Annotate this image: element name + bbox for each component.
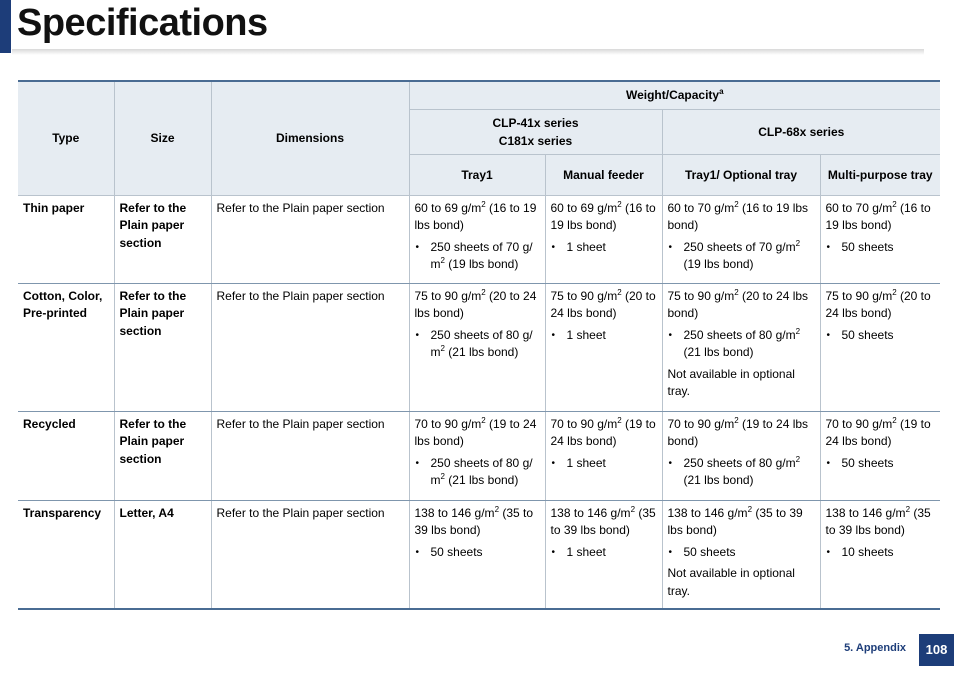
page-number-badge: 108 <box>919 634 954 666</box>
multi-purpose-cell <box>820 411 940 500</box>
capacity-item: • 250 sheets of 80 g/ $m^2$ (21 lbs bond) <box>431 455 540 490</box>
tray1-optional-cell <box>662 411 820 500</box>
header-type: Type <box>18 81 114 195</box>
table-row <box>18 411 940 500</box>
footer-section-label: 5. Appendix <box>844 642 906 654</box>
capacity-item: • 10 sheets <box>842 544 936 562</box>
capacity-item: • 250 sheets of 80 g/ $m^2$ (21 lbs bond) <box>431 327 540 362</box>
capacity-item: • 50 sheets <box>842 239 936 257</box>
table-row <box>18 500 940 609</box>
weight-text: 60 to 69 $g/m^2$ (16 to 19 lbs bond) <box>414 199 537 232</box>
capacity-item: • 1 sheet <box>567 239 657 257</box>
weight-text: 60 to 69 $g/m^2$ (16 to 19 lbs bond) <box>550 199 656 232</box>
size-cell: Refer to the Plain paper section <box>114 411 211 500</box>
type-cell: Thin paper <box>18 195 114 283</box>
header-series-clp68x: CLP-68x series <box>662 109 940 154</box>
capacity-item: • 50 sheets <box>842 327 936 345</box>
capacity-item: • 50 sheets <box>684 544 815 562</box>
size-cell: Letter, A4 <box>114 500 211 609</box>
dimensions-cell: Refer to the Plain paper section <box>211 411 409 500</box>
weight-text: 60 to 70 $g/m^2$ (16 to 19 lbs bond) <box>825 199 931 232</box>
capacity-item: • 1 sheet <box>567 455 657 473</box>
manual-feeder-cell <box>545 500 662 609</box>
manual-feeder-cell <box>545 195 662 283</box>
multi-purpose-cell <box>820 500 940 609</box>
tray1-cell <box>409 411 545 500</box>
weight-text: 138 to 146 $g/m^2$ (35 to 39 lbs bond) <box>550 504 656 537</box>
type-cell: Transparency <box>18 500 114 609</box>
header-dimensions: Dimensions <box>211 81 409 195</box>
weight-text: 70 to 90 $g/m^2$ (19 to 24 lbs bond) <box>825 415 931 448</box>
type-cell: Cotton, Color, Pre-printed <box>18 283 114 411</box>
header-weight-capacity <box>409 81 940 109</box>
title-accent-bar <box>0 0 11 53</box>
capacity-item: • 1 sheet <box>567 327 657 345</box>
weight-text: 75 to 90 $g/m^2$ (20 to 24 lbs bond) <box>550 287 656 320</box>
weight-footnote-marker: a <box>719 87 724 97</box>
weight-text: 138 to 146 $g/m^2$ (35 to 39 lbs bond) <box>667 504 803 537</box>
tray1-cell <box>409 195 545 283</box>
weight-text: 70 to 90 $g/m^2$ (19 to 24 lbs bond) <box>550 415 656 448</box>
table-row <box>18 283 940 411</box>
tray1-optional-cell <box>662 500 820 609</box>
series-c181x-label: C181x series <box>498 133 573 148</box>
header-tray1-optional: Tray1/ Optional tray <box>662 154 820 195</box>
weight-text: 138 to 146 $g/m^2$ (35 to 39 lbs bond) <box>414 504 534 537</box>
weight-text: 75 to 90 $g/m^2$ (20 to 24 lbs bond) <box>667 287 809 320</box>
weight-text: 70 to 90 $g/m^2$ (19 to 24 lbs bond) <box>667 415 809 448</box>
dimensions-cell: Refer to the Plain paper section <box>211 500 409 609</box>
series-clp41x-label: CLP-41x series <box>492 115 579 130</box>
header-manual-feeder: Manual feeder <box>545 154 662 195</box>
size-cell: Refer to the Plain paper section <box>114 195 211 283</box>
availability-note: Not available in optional tray. <box>667 566 795 598</box>
capacity-item: • 250 sheets of 80 $g/m^2$ (21 lbs bond) <box>684 327 815 362</box>
tray1-cell <box>409 283 545 411</box>
header-size: Size <box>114 81 211 195</box>
multi-purpose-cell <box>820 283 940 411</box>
tray1-optional-cell <box>662 195 820 283</box>
header-series-clp41x <box>409 109 662 154</box>
page-title: Specifications <box>17 2 268 44</box>
capacity-item: • 250 sheets of 70 g/ $m^2$ (19 lbs bond) <box>431 239 540 274</box>
weight-text: 138 to 146 $g/m^2$ (35 to 39 lbs bond) <box>825 504 931 537</box>
multi-purpose-cell <box>820 195 940 283</box>
availability-note: Not available in optional tray. <box>667 366 795 398</box>
capacity-item: • 50 sheets <box>842 455 936 473</box>
weight-text: 75 to 90 $g/m^2$ (20 to 24 lbs bond) <box>825 287 931 320</box>
manual-feeder-cell <box>545 283 662 411</box>
capacity-item: • 1 sheet <box>567 544 657 562</box>
weight-text: 75 to 90 $g/m^2$ (20 to 24 lbs bond) <box>414 287 537 320</box>
dimensions-cell: Refer to the Plain paper section <box>211 195 409 283</box>
capacity-item: • 50 sheets <box>431 544 540 562</box>
manual-feeder-cell <box>545 411 662 500</box>
tray1-cell <box>409 500 545 609</box>
title-divider <box>12 49 924 55</box>
capacity-item: • 250 sheets of 80 $g/m^2$ (21 lbs bond) <box>684 455 815 490</box>
table-row <box>18 195 940 283</box>
weight-text: 60 to 70 $g/m^2$ (16 to 19 lbs bond) <box>667 199 809 232</box>
header-tray1: Tray1 <box>409 154 545 195</box>
header-multi-purpose: Multi-purpose tray <box>820 154 940 195</box>
specifications-table <box>18 80 940 610</box>
capacity-item: • 250 sheets of 70 $g/m^2$ (19 lbs bond) <box>684 239 815 274</box>
type-cell: Recycled <box>18 411 114 500</box>
weight-text: 70 to 90 $g/m^2$ (19 to 24 lbs bond) <box>414 415 537 448</box>
tray1-optional-cell <box>662 283 820 411</box>
weight-capacity-label: Weight/Capacity <box>625 88 720 103</box>
dimensions-cell: Refer to the Plain paper section <box>211 283 409 411</box>
size-cell: Refer to the Plain paper section <box>114 283 211 411</box>
